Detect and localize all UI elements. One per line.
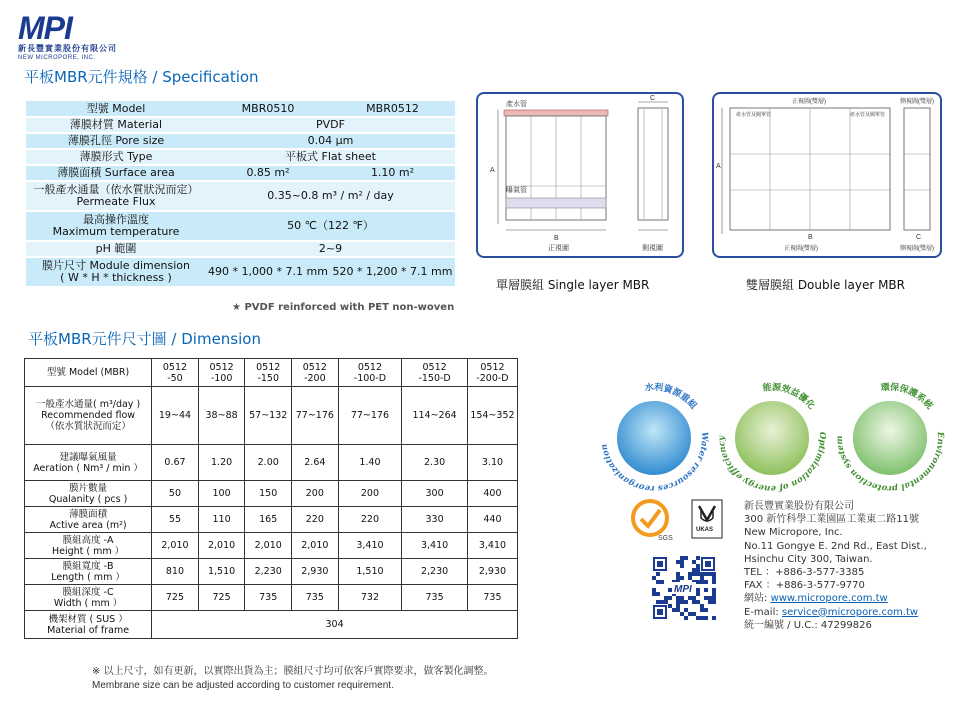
svg-text:MPI: MPI <box>674 584 692 595</box>
dimension-cell: 3,410 <box>338 533 402 559</box>
spec-value: 平板式 Flat sheet <box>206 149 455 165</box>
dimension-cell: 200 <box>292 481 339 507</box>
double-layer-diagram <box>714 94 940 256</box>
dimension-cell: 0.67 <box>152 445 199 481</box>
dimension-cell: 735 <box>245 585 292 611</box>
pipe-label-1: 產水管及閥單管 <box>736 112 772 118</box>
circle-title: 能源效益優化 <box>762 382 817 412</box>
email-link[interactable]: service@micropore.com.tw <box>781 606 919 618</box>
dimension-cell: 725 <box>198 585 245 611</box>
dimension-header-model <box>245 359 292 387</box>
company-logo <box>18 12 128 64</box>
spec-label <box>26 181 206 211</box>
double-side-label: 側視圖(雙層) <box>900 246 934 252</box>
dimension-cell: 400 <box>467 481 517 507</box>
qr-code[interactable] <box>652 556 716 620</box>
front-view-label: 正視圖 <box>548 245 569 252</box>
company-tel: TEL ：+886-3-577-3385 <box>744 567 865 579</box>
dimension-cell: 77~176 <box>292 387 339 445</box>
model-code-line: 0512 <box>422 361 447 373</box>
sgs-label: SGS <box>658 535 673 542</box>
dimension-cell: 38~88 <box>198 387 245 445</box>
outlet-label: 產水管 <box>506 101 527 108</box>
spec-label: 薄膜孔徑 Pore size <box>26 133 206 149</box>
company-email-row <box>744 606 927 619</box>
dimension-cell: 220 <box>338 507 402 533</box>
spec-row <box>26 257 455 287</box>
row-label-line: Active area (m²) <box>49 519 127 531</box>
dimension-cell: 304 <box>152 611 518 639</box>
aeration-label: 曝氣管 <box>506 187 527 194</box>
dimension-cell: 3.10 <box>467 445 517 481</box>
spec-value: 0.35~0.8 m³ / m² / day <box>206 181 455 211</box>
circle-ring-text: Environmental protection system <box>834 431 946 494</box>
company-address-line2: Hsinchu City 300, Taiwan. <box>744 553 873 565</box>
dimension-cell: 300 <box>402 481 468 507</box>
dimension-row-label <box>25 507 152 533</box>
dimension-row-label <box>25 559 152 585</box>
company-fax: FAX ：+886-3-577-9770 <box>744 580 865 592</box>
spec-value: 0.04 μm <box>206 133 455 149</box>
row-label-line: Height ( mm ） <box>51 545 125 557</box>
spec-label-line1: 一般產水通量（依水質狀況而定） <box>33 183 199 196</box>
spec-row <box>26 149 455 165</box>
spec-value-v1: 490 * 1,000 * 7.1 mm <box>206 257 330 287</box>
spec-value-v2: 1.10 m² <box>330 165 455 181</box>
double-dim-c-label: C <box>916 234 922 241</box>
dimension-cell: 735 <box>402 585 468 611</box>
spec-value-v1: MBR0510 <box>206 101 330 117</box>
dimension-cell: 1,510 <box>198 559 245 585</box>
model-code-line: 0512 <box>357 361 383 373</box>
feature-circle <box>594 378 714 498</box>
feature-circle <box>712 378 832 498</box>
company-address-line1: No.11 Gongye E. 2nd Rd., East Dist., <box>744 540 927 552</box>
ukas-badge <box>690 498 724 545</box>
spec-value-v1: 0.85 m² <box>206 165 330 181</box>
model-code-line: -50 <box>167 372 183 384</box>
dim-c-label: C <box>650 95 656 102</box>
company-website-row <box>744 592 927 605</box>
single-layer-drawing <box>476 92 684 258</box>
spec-row <box>26 211 455 241</box>
dimension-cell: 735 <box>292 585 339 611</box>
logo-chinese-name: 新長豐實業股份有限公司 <box>18 44 117 53</box>
spec-value-v2: 520 * 1,200 * 7.1 mm <box>330 257 455 287</box>
row-label-line: 薄膜面積 <box>69 508 108 520</box>
spec-label-line2: Permeate Flux <box>76 195 156 208</box>
spec-row <box>26 241 455 257</box>
dimension-cell: 50 <box>152 481 199 507</box>
dimension-cell: 1,510 <box>338 559 402 585</box>
spec-label-line1: 膜片尺寸 Module dimension <box>42 259 190 272</box>
double-layer-drawing <box>712 92 942 258</box>
dimension-row-label <box>25 533 152 559</box>
circle-ring-text: Water resources reorganization <box>599 431 710 494</box>
dimension-row-label <box>25 611 152 639</box>
dim-a-label: A <box>490 167 495 174</box>
dimension-cell: 732 <box>338 585 402 611</box>
double-dim-a-label: A <box>716 163 721 170</box>
side-top-label: 側視圖(雙層) <box>900 99 934 105</box>
spec-table <box>26 101 455 288</box>
dimension-cell: 110 <box>198 507 245 533</box>
dimension-cell: 200 <box>338 481 402 507</box>
dimension-row <box>25 611 518 639</box>
model-code-line: -200-D <box>476 372 509 384</box>
model-code-line: 0512 <box>302 361 327 373</box>
dimension-row <box>25 387 518 445</box>
dimension-row <box>25 533 518 559</box>
dimension-row <box>25 585 518 611</box>
dimension-cell: 2,010 <box>198 533 245 559</box>
spec-label <box>26 257 206 287</box>
feature-circle <box>830 378 950 498</box>
email-label: E-mail: <box>744 606 782 618</box>
row-label-line: 膜組深度 -C <box>62 586 114 598</box>
ukas-label: UKAS <box>696 527 714 533</box>
row-label-line: Material of frame <box>47 624 130 636</box>
spec-label-line2: Maximum temperature <box>52 225 180 238</box>
spec-label: 薄膜形式 Type <box>26 149 206 165</box>
dimension-cell: 154~352 <box>467 387 517 445</box>
dimension-cell: 1.40 <box>338 445 402 481</box>
row-label-line: Recommended flow <box>41 410 136 421</box>
model-code-line: -150 <box>257 372 279 384</box>
spec-value: 2~9 <box>206 241 455 257</box>
dimension-cell: 150 <box>245 481 292 507</box>
double-front-label: 正視圖(雙層) <box>784 246 818 252</box>
row-label-line: 膜組高度 -A <box>62 534 114 546</box>
website-label: 網站: <box>744 593 771 605</box>
spec-value: 50 ℃（122 ℉） <box>206 211 455 241</box>
dimension-header-label: 型號 Model (MBR) <box>25 359 152 387</box>
company-vat: 統一編號 / U.C.: 47299826 <box>744 619 872 631</box>
model-code-line: 0512 <box>209 361 234 373</box>
dimension-table <box>24 358 518 639</box>
spec-value-v2: MBR0512 <box>330 101 455 117</box>
dimension-header-model <box>402 359 468 387</box>
row-label-line: （依水質狀況而定） <box>45 421 131 432</box>
spec-row <box>26 165 455 181</box>
spec-value: PVDF <box>206 117 455 133</box>
dimension-cell: 2.64 <box>292 445 339 481</box>
dimension-cell: 77~176 <box>338 387 402 445</box>
circle-title: 環保保護系統 <box>880 382 935 412</box>
single-layer-diagram <box>478 94 682 256</box>
dimension-cell: 2,010 <box>245 533 292 559</box>
model-code-line: 0512 <box>256 361 281 373</box>
company-info <box>744 500 927 632</box>
dimension-cell: 1.20 <box>198 445 245 481</box>
dimension-cell: 2,930 <box>467 559 517 585</box>
spec-label-line2: ( W * H * thickness ) <box>60 271 172 284</box>
dimension-row <box>25 559 518 585</box>
model-code-line: 0512 <box>480 361 505 373</box>
dimension-cell: 2,010 <box>152 533 199 559</box>
model-code-line: -100 <box>210 372 233 384</box>
spec-note: ★ PVDF reinforced with PET non-woven <box>232 302 455 313</box>
dimension-cell: 735 <box>467 585 517 611</box>
dimension-cell: 3,410 <box>467 533 517 559</box>
dimension-row-label <box>25 481 152 507</box>
spec-row <box>26 101 455 117</box>
dimension-row <box>25 445 518 481</box>
row-label-line: 機架材質 ( SUS ） <box>48 613 128 625</box>
dimension-cell: 2,230 <box>245 559 292 585</box>
spec-label: 薄膜面積 Surface area <box>26 165 206 181</box>
dimension-row <box>25 507 518 533</box>
dimension-header-model <box>198 359 245 387</box>
model-code-line: 0512 <box>162 361 188 373</box>
dimension-cell: 165 <box>245 507 292 533</box>
spec-label-line1: 最高操作溫度 <box>83 213 149 226</box>
dimension-cell: 330 <box>402 507 468 533</box>
double-layer-caption: 雙層膜組 Double layer MBR <box>746 278 905 292</box>
dimension-cell: 2,230 <box>402 559 468 585</box>
dimension-note-cn: ※ 以上尺寸，如有更新，以實際出貨為主；膜組尺寸均可依客戶實際要求，做客製化調整。 <box>92 666 494 677</box>
dimension-header-model <box>152 359 199 387</box>
spec-row <box>26 181 455 211</box>
side-view-label: 側視圖 <box>642 245 663 252</box>
pipe-label-2: 產水管及閥單管 <box>850 112 886 118</box>
company-name-en: New Micropore, Inc. <box>744 527 843 539</box>
website-link[interactable]: www.micropore.com.tw <box>770 593 888 605</box>
dimension-header-model <box>467 359 517 387</box>
logo-english-name: NEW MICROPORE, INC. <box>18 55 96 61</box>
model-code-line: -200 <box>304 372 326 384</box>
dimension-header-model <box>338 359 402 387</box>
spec-row <box>26 133 455 149</box>
dimension-header-model <box>292 359 339 387</box>
row-label-line: Length ( mm ） <box>51 571 125 583</box>
dim-b-label: B <box>554 235 559 242</box>
dimension-cell: 100 <box>198 481 245 507</box>
row-label-line: 膜片數量 <box>69 482 108 494</box>
spec-label: 薄膜材質 Material <box>26 117 206 133</box>
model-code-line: -100-D <box>353 372 387 384</box>
spec-label <box>26 211 206 241</box>
spec-title: 平板MBR元件規格 / Specification <box>24 68 259 86</box>
dimension-row-label <box>25 387 152 445</box>
company-name-cn: 新長豐實業股份有限公司 <box>744 501 854 512</box>
circle-title: 水利資源重組 <box>644 382 699 412</box>
spec-label: 型號 Model <box>26 101 206 117</box>
front-top-label: 正視圖(雙層) <box>792 99 826 105</box>
row-label-line: 建議曝氣風量 <box>59 451 117 463</box>
dimension-row-label <box>25 585 152 611</box>
dimension-cell: 2,930 <box>292 559 339 585</box>
single-layer-caption: 單層膜組 Single layer MBR <box>496 278 650 292</box>
spec-label: pH 範圍 <box>26 241 206 257</box>
row-label-line: Qualanity ( pcs ) <box>48 493 128 505</box>
dimension-cell: 19~44 <box>152 387 199 445</box>
dimension-cell: 725 <box>152 585 199 611</box>
dimension-cell: 2.00 <box>245 445 292 481</box>
dimension-cell: 220 <box>292 507 339 533</box>
dimension-cell: 114~264 <box>402 387 468 445</box>
dimension-note-en: Membrane size can be adjusted according to customer requirement. <box>92 680 394 691</box>
model-code-line: -150-D <box>418 372 451 384</box>
row-label-line: 一般產水通量( m³/day ) <box>35 399 141 410</box>
circle-ring-text: Optimization of energy efficiency <box>716 431 828 494</box>
dimension-cell: 57~132 <box>245 387 292 445</box>
dimension-cell: 2.30 <box>402 445 468 481</box>
dimension-row-label <box>25 445 152 481</box>
row-label-line: Width ( mm ） <box>53 597 123 609</box>
dimension-cell: 440 <box>467 507 517 533</box>
company-address-cn: 300 新竹科學工業園區工業東二路11號 <box>744 514 919 526</box>
dimension-cell: 55 <box>152 507 199 533</box>
logo-mark: MPI <box>18 10 72 46</box>
sgs-badge <box>628 498 678 549</box>
row-label-line: Aeration ( Nm³ / min ） <box>33 462 143 474</box>
dimension-cell: 3,410 <box>402 533 468 559</box>
spec-row <box>26 117 455 133</box>
dimension-header-row <box>25 359 518 387</box>
dimension-cell: 810 <box>152 559 199 585</box>
dimension-row <box>25 481 518 507</box>
dimension-cell: 2,010 <box>292 533 339 559</box>
double-dim-b-label: B <box>808 234 813 241</box>
dimension-title: 平板MBR元件尺寸圖 / Dimension <box>28 330 261 348</box>
row-label-line: 膜組寬度 -B <box>62 560 114 572</box>
